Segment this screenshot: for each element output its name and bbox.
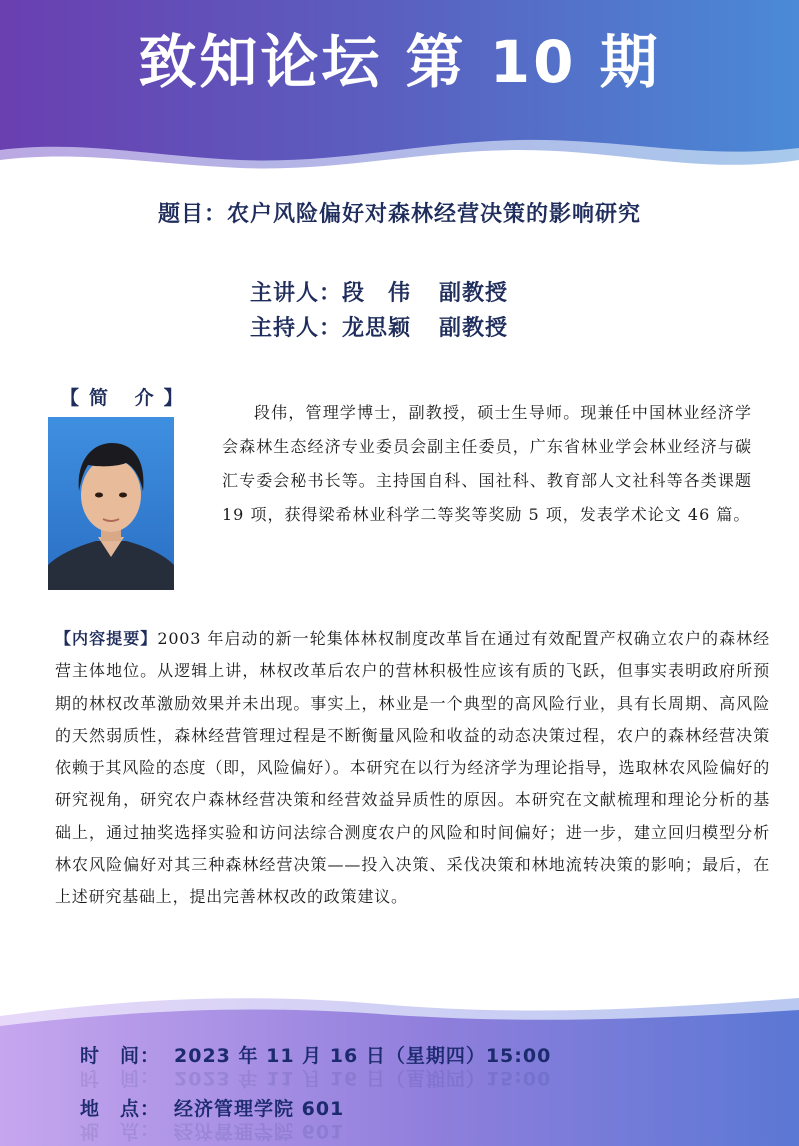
event-place-reflection: 地 点： 经济管理学院 601 <box>80 1120 345 1142</box>
forum-title: 致知论坛 第 10 期 <box>138 28 661 96</box>
time-label: 时 间： <box>80 1045 161 1067</box>
content-label: 【内容提要】 <box>55 629 158 648</box>
place-label: 地 点： <box>80 1098 161 1120</box>
topic-text: 农户风险偏好对森林经营决策的影响研究 <box>227 201 642 227</box>
host-title: 副教授 <box>439 315 509 341</box>
event-time <box>80 1041 551 1068</box>
lecture-topic <box>0 197 799 228</box>
content-text: 2003 年启动的新一轮集体林权制度改革旨在通过有效配置产权确立农户的森林经营主体地位。从逻辑上讲，林权改革后农户的营林积极性应该有质的飞跃，但事实表明政府所预期的林权改革激励效果并未出现。事实上，林业是一个典型的高风险行业，具有长周期、高风险的天然弱质性，森林经营管理过程是不断衡量风险和收益的动态决策过程，农户的森林经营决策依赖于其风险的态度（即，风险偏好）。本研究在以行为经济学为理论指导，选取林农风险偏好的研究视角，研究农户森林经营决策和经营效益异质性的原因。本研究在文献梳理和理论分析的基础上，通过抽奖选择实验和访问法综合测度农户的风险和时间偏好；进一步，建立回归模型分析林农风险偏好对其三种森林经营决策——投入决策、采伐决策和林地流转决策的影响；最后，在上述研究基础上，提出完善林权改的政策建议。 <box>55 629 770 907</box>
speaker-name: 段 伟 <box>342 280 412 306</box>
host-label: 主持人： <box>250 315 343 341</box>
place-value: 经济管理学院 601 <box>174 1098 345 1120</box>
speaker-line <box>250 276 508 307</box>
time-value: 2023 年 11 月 16 日（星期四）15:00 <box>174 1045 552 1067</box>
event-place <box>80 1094 344 1121</box>
content-summary <box>55 623 770 914</box>
speaker-bio: 段伟，管理学博士，副教授，硕士生导师。现兼任中国林业经济学会森林生态经济专业委员会副主任委员，广东省林业学会林业经济与碳汇专委会秘书长等。主持国自科、国社科、教育部人文社科等各类课题 19 项，获得梁希林业科学二等奖等奖励 5 项，发表学术论文 46 篇。 <box>222 403 752 524</box>
host-name: 龙思颖 <box>342 315 412 341</box>
speaker-photo <box>48 417 174 590</box>
speaker-title: 副教授 <box>439 280 509 306</box>
event-time-reflection: 时 间： 2023 年 11 月 16 日（星期四）15:00 <box>80 1067 552 1089</box>
host-line <box>250 311 508 342</box>
speaker-label: 主讲人： <box>250 280 343 306</box>
header-banner <box>0 0 799 175</box>
intro-heading: 【简 介】 <box>60 387 193 409</box>
topic-label: 题目： <box>157 201 227 227</box>
